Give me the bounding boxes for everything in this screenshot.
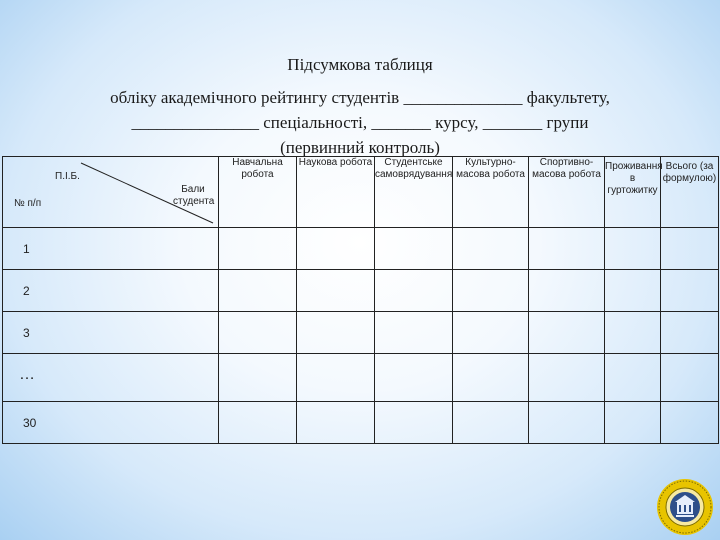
- bali-label: Бали студента: [173, 184, 215, 207]
- table-cell: [529, 402, 605, 444]
- table-cell: [605, 228, 661, 270]
- table-row: [3, 312, 719, 354]
- title-line-1: Підсумкова таблиця: [287, 55, 433, 74]
- row-number: 1: [3, 228, 219, 270]
- table-cell: [605, 270, 661, 312]
- table-row: [3, 228, 719, 270]
- table-row: [3, 270, 719, 312]
- table-cell: [375, 270, 453, 312]
- table-cell: [375, 312, 453, 354]
- table-cell: [661, 354, 719, 402]
- rating-table: [2, 156, 719, 444]
- table-cell: [297, 312, 375, 354]
- table-cell: [605, 312, 661, 354]
- column-header: Наукова робота: [297, 157, 375, 228]
- table-cell: [529, 354, 605, 402]
- table-cell: [661, 228, 719, 270]
- table-cell: [453, 270, 529, 312]
- column-header: Всього (за формулою): [661, 157, 719, 228]
- row-number: 3: [3, 312, 219, 354]
- table-cell: [661, 312, 719, 354]
- table-cell: [529, 270, 605, 312]
- title-line-2: обліку академічного рейтингу студентів ______________ факультету,: [110, 88, 610, 107]
- corner-cell: [3, 157, 219, 228]
- column-header: Культурно-масова робота: [453, 157, 529, 228]
- table-cell: [453, 312, 529, 354]
- column-header: Студентське самоврядування: [375, 157, 453, 228]
- table-cell: [453, 228, 529, 270]
- column-header: Проживання в гуртожитку: [605, 157, 661, 228]
- header-row: [3, 157, 719, 228]
- table-cell: [453, 354, 529, 402]
- pib-label: П.І.Б.: [55, 171, 80, 182]
- table-cell: [661, 402, 719, 444]
- table-row: [3, 402, 719, 444]
- table-cell: [529, 228, 605, 270]
- table-cell: [605, 354, 661, 402]
- table-cell: [297, 270, 375, 312]
- table-cell: [375, 228, 453, 270]
- table-cell: [529, 312, 605, 354]
- row-number: …: [3, 354, 219, 402]
- row-number: 2: [3, 270, 219, 312]
- row-number: 30: [3, 402, 219, 444]
- university-logo-icon: [656, 478, 714, 536]
- table-cell: [297, 354, 375, 402]
- table-cell: [219, 312, 297, 354]
- column-header: Спортивно-масова робота: [529, 157, 605, 228]
- table-cell: [219, 228, 297, 270]
- table-cell: [453, 402, 529, 444]
- table-cell: [219, 402, 297, 444]
- table-cell: [661, 270, 719, 312]
- title-line-3: _______________ спеціальності, _______ курсу, _______ групи: [131, 113, 589, 132]
- table-cell: [219, 270, 297, 312]
- table-cell: [375, 354, 453, 402]
- table-cell: [375, 402, 453, 444]
- title-line-4: (первинний контроль): [280, 138, 440, 157]
- table-cell: [297, 228, 375, 270]
- table-cell: [219, 354, 297, 402]
- row-number-label: № п/п: [14, 198, 42, 209]
- table-row: [3, 354, 719, 402]
- table-cell: [297, 402, 375, 444]
- column-header: Навчальна робота: [219, 157, 297, 228]
- table-cell: [605, 402, 661, 444]
